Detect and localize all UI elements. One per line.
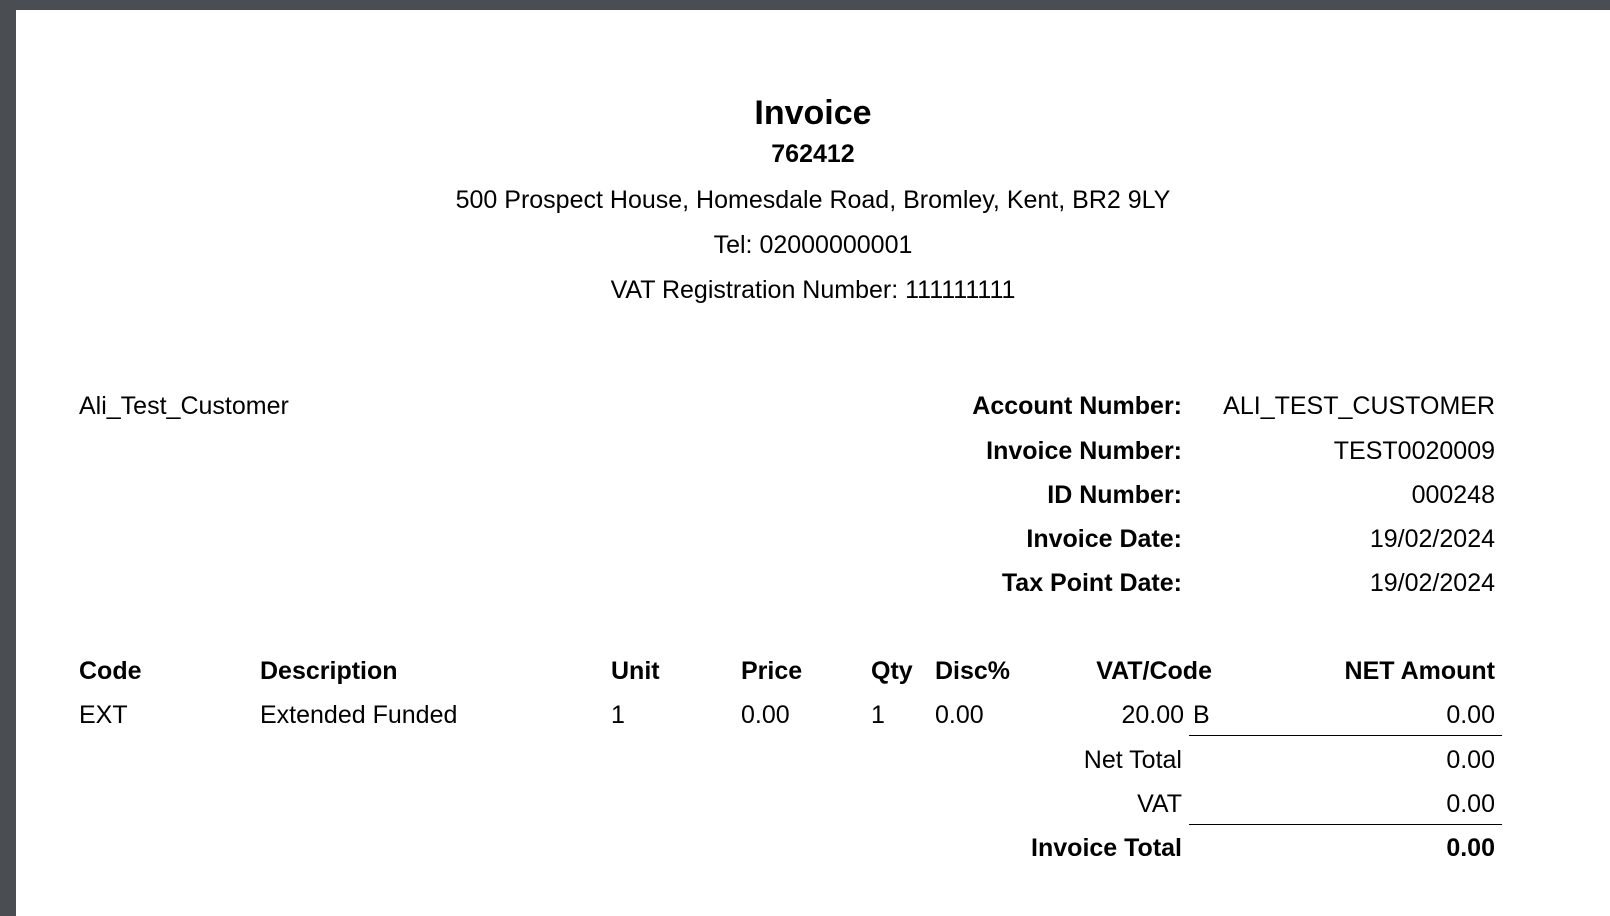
tax-point-date-label: Tax Point Date: [1001, 569, 1182, 597]
header-unit: Unit [611, 657, 660, 685]
id-number-value: 000248 [1411, 481, 1495, 509]
row-description: Extended Funded [260, 701, 458, 729]
invoice-heading-number: 762412 [771, 140, 855, 168]
header-code: Code [79, 657, 142, 685]
row-disc: 0.00 [935, 701, 984, 729]
row-divider-line [1189, 735, 1502, 736]
row-net-amount: 0.00 [1446, 701, 1495, 729]
row-unit: 1 [611, 701, 625, 729]
totals-divider-line [1189, 824, 1502, 825]
company-tel: Tel: 02000000001 [713, 231, 913, 259]
account-number-label: Account Number: [972, 392, 1182, 420]
row-vat-rate: 20.00 [1121, 701, 1184, 729]
header-description: Description [260, 657, 398, 685]
invoice-date-label: Invoice Date: [1026, 525, 1182, 553]
invoice-number-label: Invoice Number: [986, 437, 1182, 465]
header-disc: Disc% [935, 657, 1011, 685]
row-code: EXT [79, 701, 128, 729]
customer-name: Ali_Test_Customer [79, 392, 289, 420]
header-qty: Qty [871, 657, 913, 685]
vat-total-label: VAT [1137, 790, 1182, 818]
header-net-amount: NET Amount [1344, 657, 1495, 685]
invoice-total-value: 0.00 [1446, 834, 1495, 862]
header-price: Price [741, 657, 803, 685]
invoice-page [16, 10, 1610, 916]
invoice-number-value: TEST0020009 [1333, 437, 1495, 465]
invoice-date-value: 19/02/2024 [1369, 525, 1495, 553]
vat-total-value: 0.00 [1446, 790, 1495, 818]
net-total-label: Net Total [1083, 746, 1182, 774]
account-number-value: ALI_TEST_CUSTOMER [1223, 392, 1495, 420]
row-price: 0.00 [741, 701, 790, 729]
company-address: 500 Prospect House, Homesdale Road, Bromley, Kent, BR2 9LY [455, 186, 1171, 214]
net-total-value: 0.00 [1446, 746, 1495, 774]
invoice-title: Invoice [754, 94, 872, 132]
row-qty: 1 [871, 701, 885, 729]
vat-registration-number: VAT Registration Number: 111111111 [610, 276, 1016, 304]
row-vat-code: B [1193, 701, 1210, 729]
invoice-total-label: Invoice Total [1031, 834, 1182, 862]
header-vat-code: VAT/Code [1096, 657, 1212, 685]
id-number-label: ID Number: [1047, 481, 1182, 509]
tax-point-date-value: 19/02/2024 [1369, 569, 1495, 597]
